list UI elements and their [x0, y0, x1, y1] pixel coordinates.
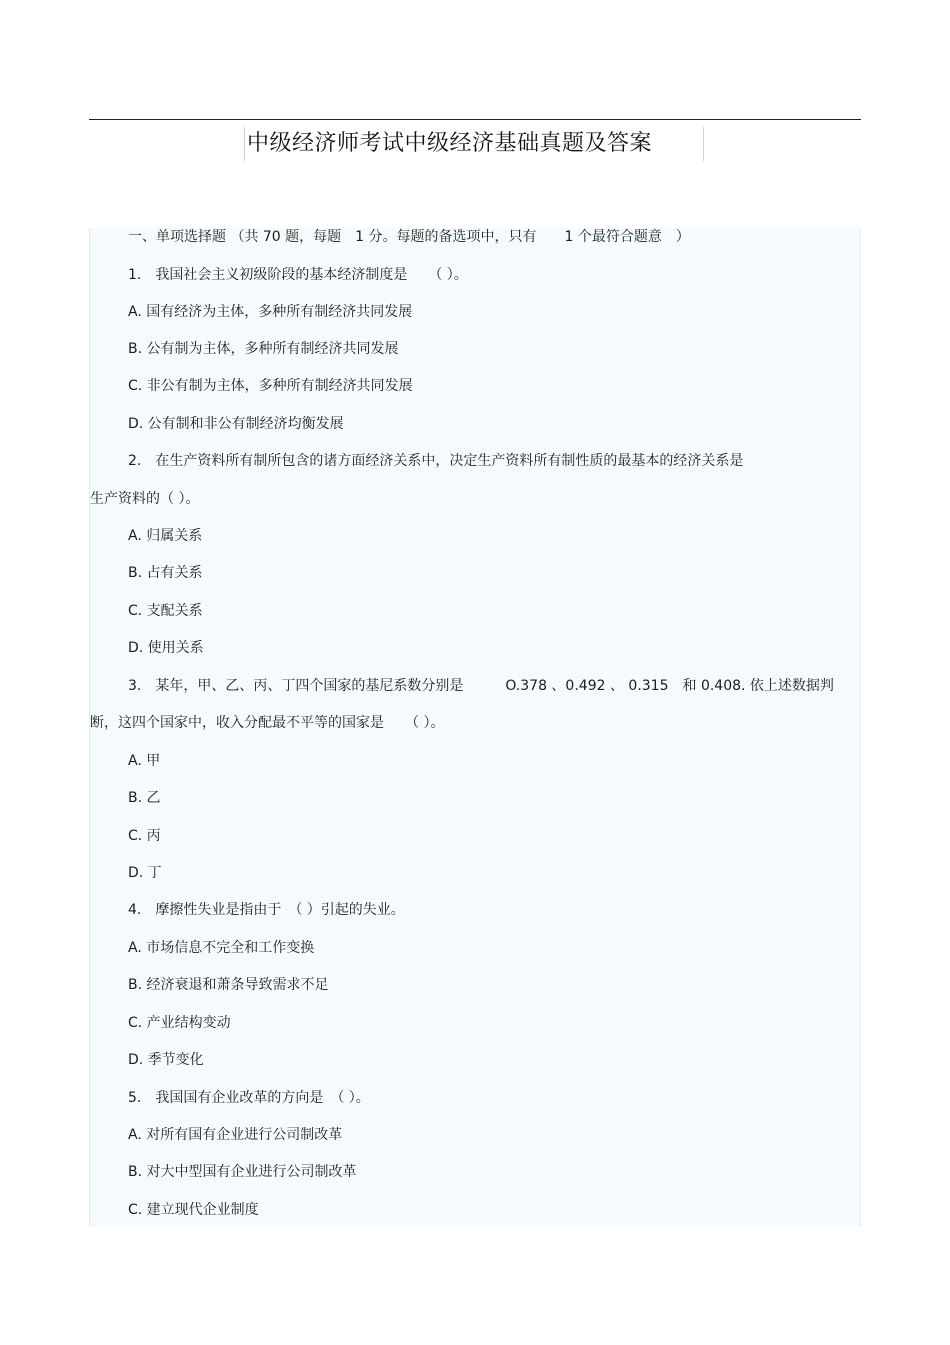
question-1-option-c: C. 非公有制为主体，多种所有制经济共同发展	[128, 378, 413, 394]
question-4-option-d: D. 季节变化	[128, 1052, 204, 1068]
question-4-option-b: B. 经济衰退和萧条导致需求不足	[128, 977, 329, 993]
question-2-stem: 2. 在生产资料所有制所包含的诸方面经济关系中，决定生产资料所有制性质的最基本的经济关系是	[128, 453, 744, 469]
question-2-option-a: A. 归属关系	[128, 528, 203, 544]
question-2-stem-continued: 生产资料的（ ）。	[90, 491, 200, 507]
question-2-option-b: B. 占有关系	[128, 565, 203, 581]
question-1-option-a: A. 国有经济为主体，多种所有制经济共同发展	[128, 304, 413, 320]
question-3-stem-continued: 断，这四个国家中，收入分配最不平等的国家是 （ ）。	[90, 715, 445, 731]
question-2-option-d: D. 使用关系	[128, 640, 204, 656]
title-box	[244, 127, 704, 161]
section-header: 一、单项选择题 （共 70 题，每题 1 分。每题的备选项中，只有 1 个最符合题意 ）	[128, 229, 690, 245]
question-1-option-b: B. 公有制为主体，多种所有制经济共同发展	[128, 341, 399, 357]
question-1-option-d: D. 公有制和非公有制经济均衡发展	[128, 416, 344, 432]
question-5-option-a: A. 对所有国有企业进行公司制改革	[128, 1127, 343, 1143]
question-4-stem: 4. 摩擦性失业是指由于 （ ）引起的失业。	[128, 902, 405, 918]
question-4-option-a: A. 市场信息不完全和工作变换	[128, 940, 315, 956]
question-4-option-c: C. 产业结构变动	[128, 1015, 231, 1031]
question-3-option-b: B. 乙	[128, 790, 161, 806]
question-3-stem: 3. 某年，甲、乙、丙、丁四个国家的基尼系数分别是 O.378 、0.492 、 0.315 和 0.408. 依上述数据判	[128, 678, 834, 694]
header-rule	[89, 119, 861, 120]
question-3-option-c: C. 丙	[128, 828, 161, 844]
question-3-option-a: A. 甲	[128, 753, 161, 769]
question-5-option-c: C. 建立现代企业制度	[128, 1202, 259, 1218]
question-2-option-c: C. 支配关系	[128, 603, 203, 619]
question-1-stem: 1. 我国社会主义初级阶段的基本经济制度是 （ ）。	[128, 267, 468, 283]
page-title: 中级经济师考试中级经济基础真题及答案	[247, 131, 653, 156]
question-3-option-d: D. 丁	[128, 865, 162, 881]
question-5-option-b: B. 对大中型国有企业进行公司制改革	[128, 1164, 357, 1180]
question-5-stem: 5. 我国国有企业改革的方向是 （ ）。	[128, 1090, 370, 1106]
question-area	[89, 228, 861, 1227]
